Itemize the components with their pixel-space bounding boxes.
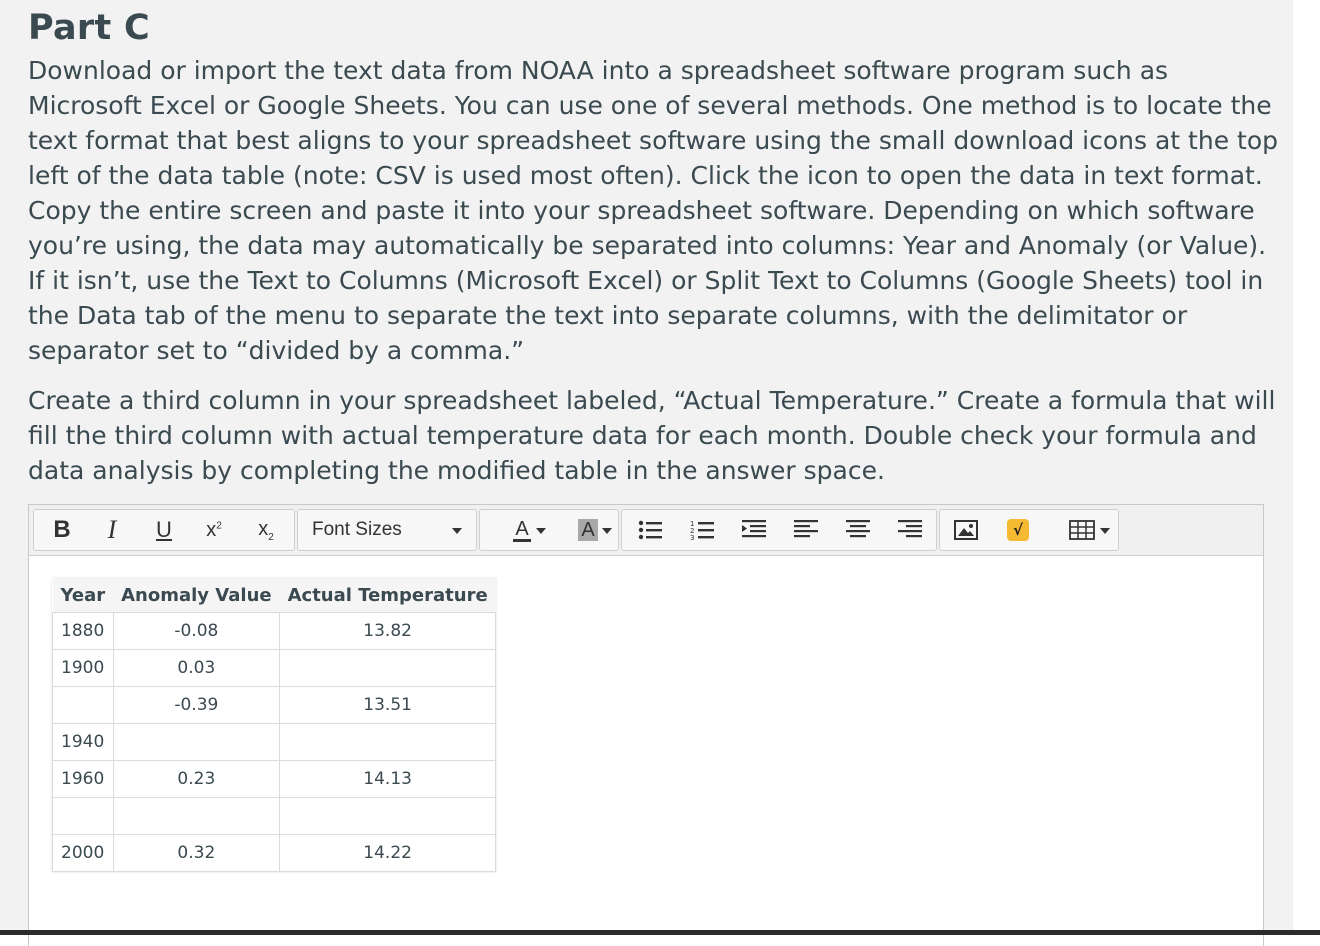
table-row [53, 687, 496, 724]
insert-button-group [939, 509, 1119, 551]
align-center-icon [846, 519, 870, 541]
chevron-down-icon [536, 528, 546, 534]
paragraph-button-group [621, 509, 937, 551]
align-center-button[interactable] [838, 510, 878, 550]
table-row [53, 650, 496, 687]
numbered-list-button[interactable] [682, 510, 722, 550]
instructions-paragraph-1: Download or import the text data from NOAA into a spreadsheet software program such as Microsoft Excel or Google Sheets. You can use one of several methods. One method is to locate the text format that best aligns to your spreadsheet software using the small download icons at the top left of the data table (note: CSV is used most often). Click the icon to open the data in text format. Copy the entire screen and paste it into your spreadsheet software. Depending on which software you’re using, the data may automatically be separated into columns: Year and Anomaly (or Value). If it isn’t, use the Text to Columns (Microsoft Excel) or Split Text to Columns (Google Sheets) tool in the Data tab of the menu to separate the text into separate columns, with the delimitator or separator set to “divided by a comma.” [28, 56, 1278, 365]
font-sizes-label: Font Sizes [312, 519, 402, 540]
table-cell[interactable] [280, 724, 496, 761]
table-cell[interactable] [113, 798, 279, 835]
insert-table-button[interactable] [1052, 510, 1112, 550]
rich-text-editor[interactable] [28, 504, 1264, 946]
table-cell[interactable]: 2000 [53, 835, 114, 872]
chevron-down-icon [452, 528, 462, 534]
equation-icon: √ [1007, 519, 1029, 541]
svg-text:1: 1 [690, 520, 695, 528]
underline-icon: U [156, 517, 172, 542]
color-button-group [479, 509, 619, 551]
align-left-icon [794, 519, 818, 541]
format-button-group [33, 509, 295, 551]
bold-button[interactable] [42, 510, 82, 550]
indent-button[interactable] [734, 510, 774, 550]
chevron-down-icon [1100, 528, 1110, 534]
table-cell[interactable]: 0.23 [113, 761, 279, 798]
numbered-list-icon [690, 519, 714, 541]
column-header-anomaly-value: Anomaly Value [113, 578, 279, 613]
table-cell[interactable]: -0.39 [113, 687, 279, 724]
table-row [53, 613, 496, 650]
superscript-icon: $x^2$ [206, 518, 222, 541]
table-icon [1069, 520, 1095, 540]
svg-text:3: 3 [690, 534, 695, 541]
font-sizes-select[interactable] [298, 510, 476, 550]
table-cell[interactable]: 14.22 [280, 835, 496, 872]
bullet-list-button[interactable] [630, 510, 670, 550]
insert-equation-button[interactable] [998, 510, 1038, 550]
background-color-button[interactable] [558, 510, 618, 550]
underline-button[interactable] [144, 510, 184, 550]
insert-image-button[interactable] [946, 510, 986, 550]
subscript-icon: $x_2$ [258, 517, 274, 543]
table-cell[interactable]: 1900 [53, 650, 114, 687]
table-cell[interactable] [280, 650, 496, 687]
indent-icon [742, 519, 766, 541]
table-header-row [53, 578, 496, 613]
table-row [53, 724, 496, 761]
font-sizes-dropdown[interactable] [297, 509, 477, 551]
table-row [53, 835, 496, 872]
align-right-icon [898, 519, 922, 541]
superscript-button[interactable] [194, 510, 234, 550]
table-cell[interactable] [53, 798, 114, 835]
table-row [53, 798, 496, 835]
part-title: Part C [28, 8, 150, 48]
background-color-icon: A [578, 519, 597, 541]
italic-button[interactable] [92, 510, 132, 550]
table-cell[interactable]: 13.82 [280, 613, 496, 650]
table-cell[interactable] [113, 724, 279, 761]
table-cell[interactable] [280, 798, 496, 835]
column-header-year: Year [53, 578, 114, 613]
table-cell[interactable]: 1880 [53, 613, 114, 650]
editor-content-area[interactable] [29, 556, 1263, 946]
subscript-button[interactable] [246, 510, 286, 550]
italic-icon: I [107, 515, 117, 544]
align-right-button[interactable] [890, 510, 930, 550]
table-cell[interactable]: 1940 [53, 724, 114, 761]
align-left-button[interactable] [786, 510, 826, 550]
table-cell[interactable] [53, 687, 114, 724]
table-cell[interactable]: 1960 [53, 761, 114, 798]
text-color-button[interactable] [492, 510, 552, 550]
svg-text:2: 2 [690, 527, 695, 535]
table-cell[interactable]: -0.08 [113, 613, 279, 650]
table-cell[interactable]: 0.03 [113, 650, 279, 687]
table-row [53, 761, 496, 798]
editor-toolbar [29, 505, 1263, 556]
answer-table [52, 578, 496, 872]
text-color-icon: A [515, 517, 529, 540]
table-cell[interactable]: 14.13 [280, 761, 496, 798]
column-header-actual-temperature: Actual Temperature [280, 578, 496, 613]
image-icon [954, 520, 978, 540]
instructions-paragraph-2: Create a third column in your spreadsheet labeled, “Actual Temperature.” Create a formula that will fill the third column with actual temperature data for each month. Double check your formula and data analysis by completing the modified table in the answer space. [28, 386, 1276, 485]
table-cell[interactable]: 0.32 [113, 835, 279, 872]
chevron-down-icon [602, 528, 612, 534]
table-cell[interactable]: 13.51 [280, 687, 496, 724]
bullet-list-icon [638, 519, 662, 541]
bold-icon: B [53, 516, 71, 543]
window-bottom-edge [0, 930, 1320, 935]
